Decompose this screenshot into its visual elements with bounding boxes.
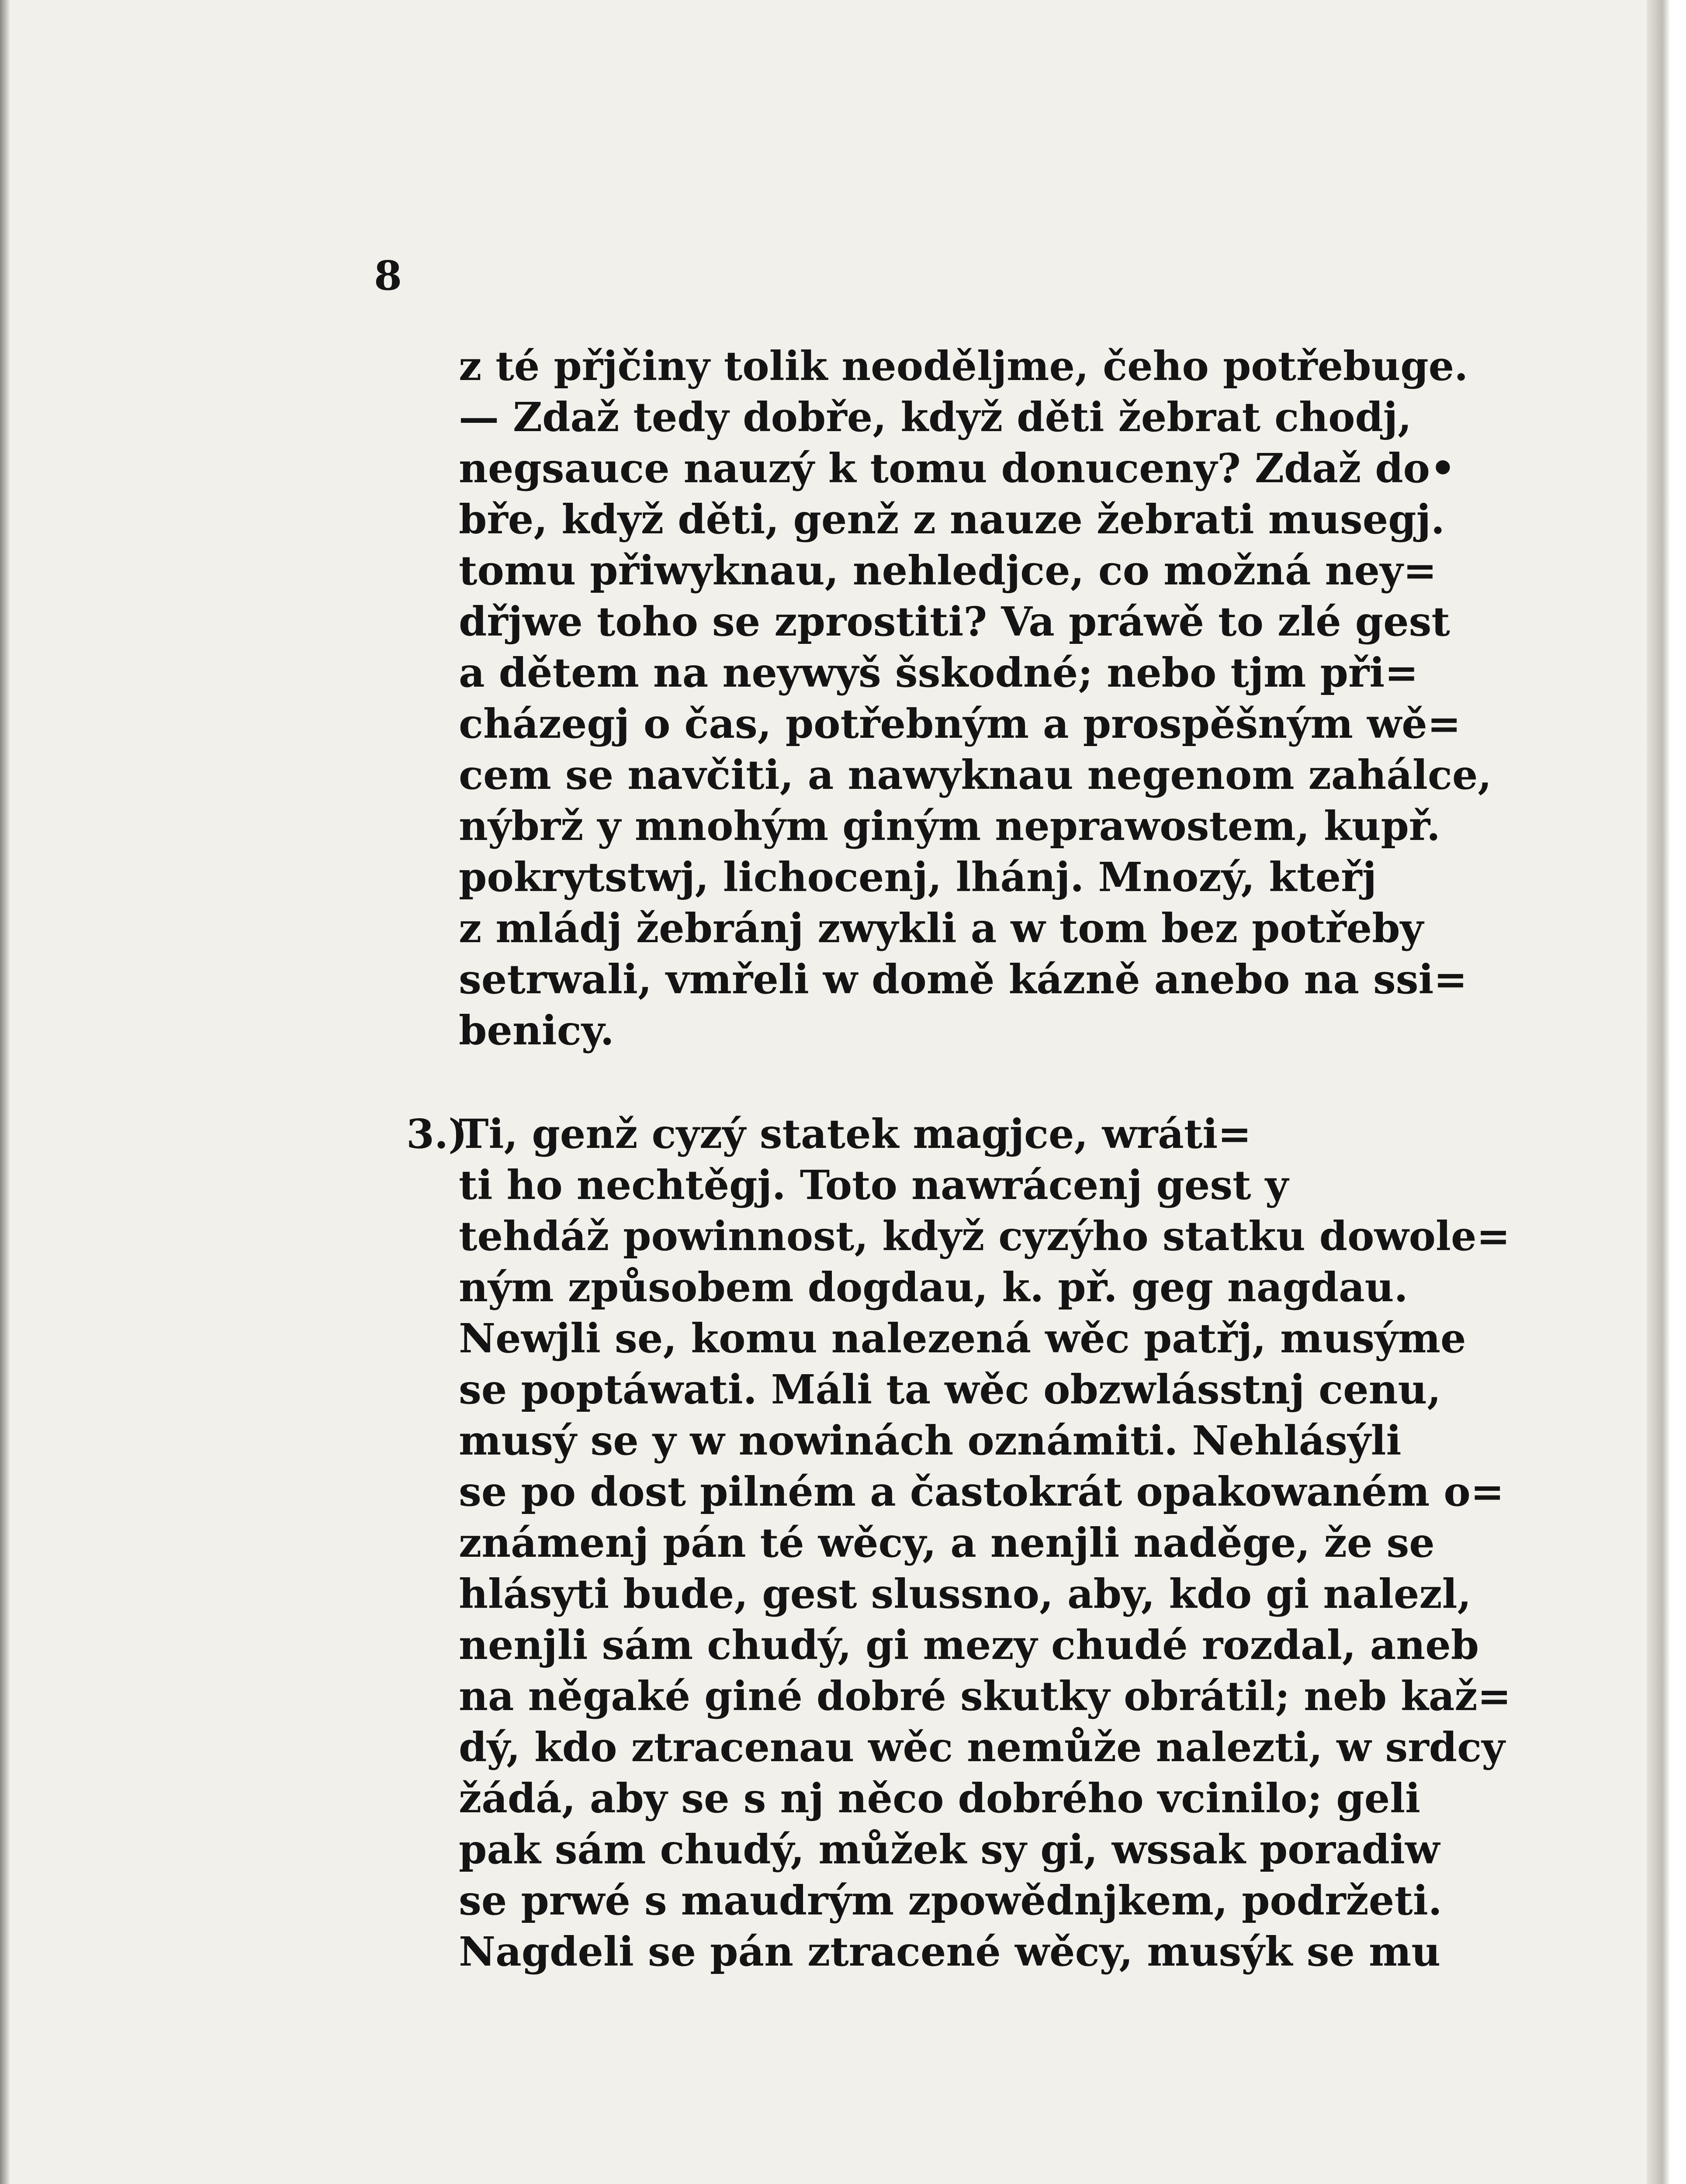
scan-shadow-left [0,0,10,2184]
body-text [406,341,1511,1977]
text-line: Nagdeli se pán ztracené wěcy, musýk se mu [459,1928,1441,1975]
text-line: dřjwe toho se zprostiti? Va práwě to zlé gest [459,598,1450,645]
text-line: a dětem na neywyš šskodné; nebo tjm při= [459,649,1419,696]
text-line: pak sám chudý, můžek sy gi, wssak poradiw [459,1826,1440,1873]
text-line: negsauce nauzý k tomu donuceny? Zdaž do• [459,445,1456,492]
text-line: pokrytstwj, lichocenj, lhánj. Mnozý, kteřj [459,854,1377,901]
text-line: známenj pán té wěcy, a nenjli naděge, že se [459,1519,1435,1566]
text-line: z té přjčiny tolik neoděljme, čeho potřebuge. [459,342,1468,390]
text-line-first [406,1109,1464,1160]
text-line: se prwé s maudrým zpowědnjkem, podržeti. [459,1877,1442,1924]
text-line: nýbrž y mnohým giným neprawostem, kupř. [459,802,1440,850]
text-line: nenjli sám chudý, gi mezy chudé rozdal, aneb [459,1621,1479,1669]
text-line: dý, kdo ztracenau wěc nemůže nalezti, w srdcy [459,1724,1505,1771]
text-line: z mládj žebránj zwykli a w tom bez potřeby [459,905,1423,952]
text-line: tehdáž powinnost, když cyzýho statku dowole= [459,1213,1510,1260]
section-number: 3.) [406,1110,467,1158]
page-number: 8 [374,252,402,299]
text-line: setrwali, vmřeli w domě kázně anebo na ssi= [459,956,1468,1003]
text-line: se po dost pilném a častokrát opakowaném o= [459,1468,1504,1515]
text-line: cházegj o čas, potřebným a prospěšným wě= [459,700,1461,747]
paragraph-gap [459,1056,1464,1109]
scan-shadow-right [1647,0,1686,2184]
text-line: ným způsobem dogdau, k. př. geg nagdau. [459,1264,1408,1311]
text-line: se poptáwati. Máli ta wěc obzwlásstnj cenu, [459,1366,1441,1413]
text-line: žádá, aby se s nj něco dobrého vcinilo; geli [459,1775,1421,1822]
text-line: ti ho nechtěgj. Toto nawrácenj gest y [459,1161,1289,1209]
text-line: na něgaké giné dobré skutky obrátil; neb kaž= [459,1673,1511,1720]
text-line: benicy. [459,1007,614,1054]
text-line: cem se navčiti, a nawyknau negenom zahálce, [459,751,1492,798]
paragraph-1 [459,341,1492,1056]
text-line: tomu přiwyknau, nehledjce, co možná ney= [459,547,1437,594]
text-line: Ti, genž cyzý statek magjce, wráti= [459,1110,1252,1158]
text-line: hlásyti bude, gest slussno, aby, kdo gi nalezl, [459,1570,1471,1617]
paragraph-2 [406,1109,1511,1977]
text-line: bře, když děti, genž z nauze žebrati musegj. [459,496,1445,543]
text-line: — Zdaž tedy dobře, když děti žebrat chodj, [459,394,1412,441]
text-line: Newjli se, komu nalezená wěc patřj, musýme [459,1315,1466,1362]
text-line: musý se y w nowinách oznámiti. Nehlásýli [459,1417,1402,1464]
